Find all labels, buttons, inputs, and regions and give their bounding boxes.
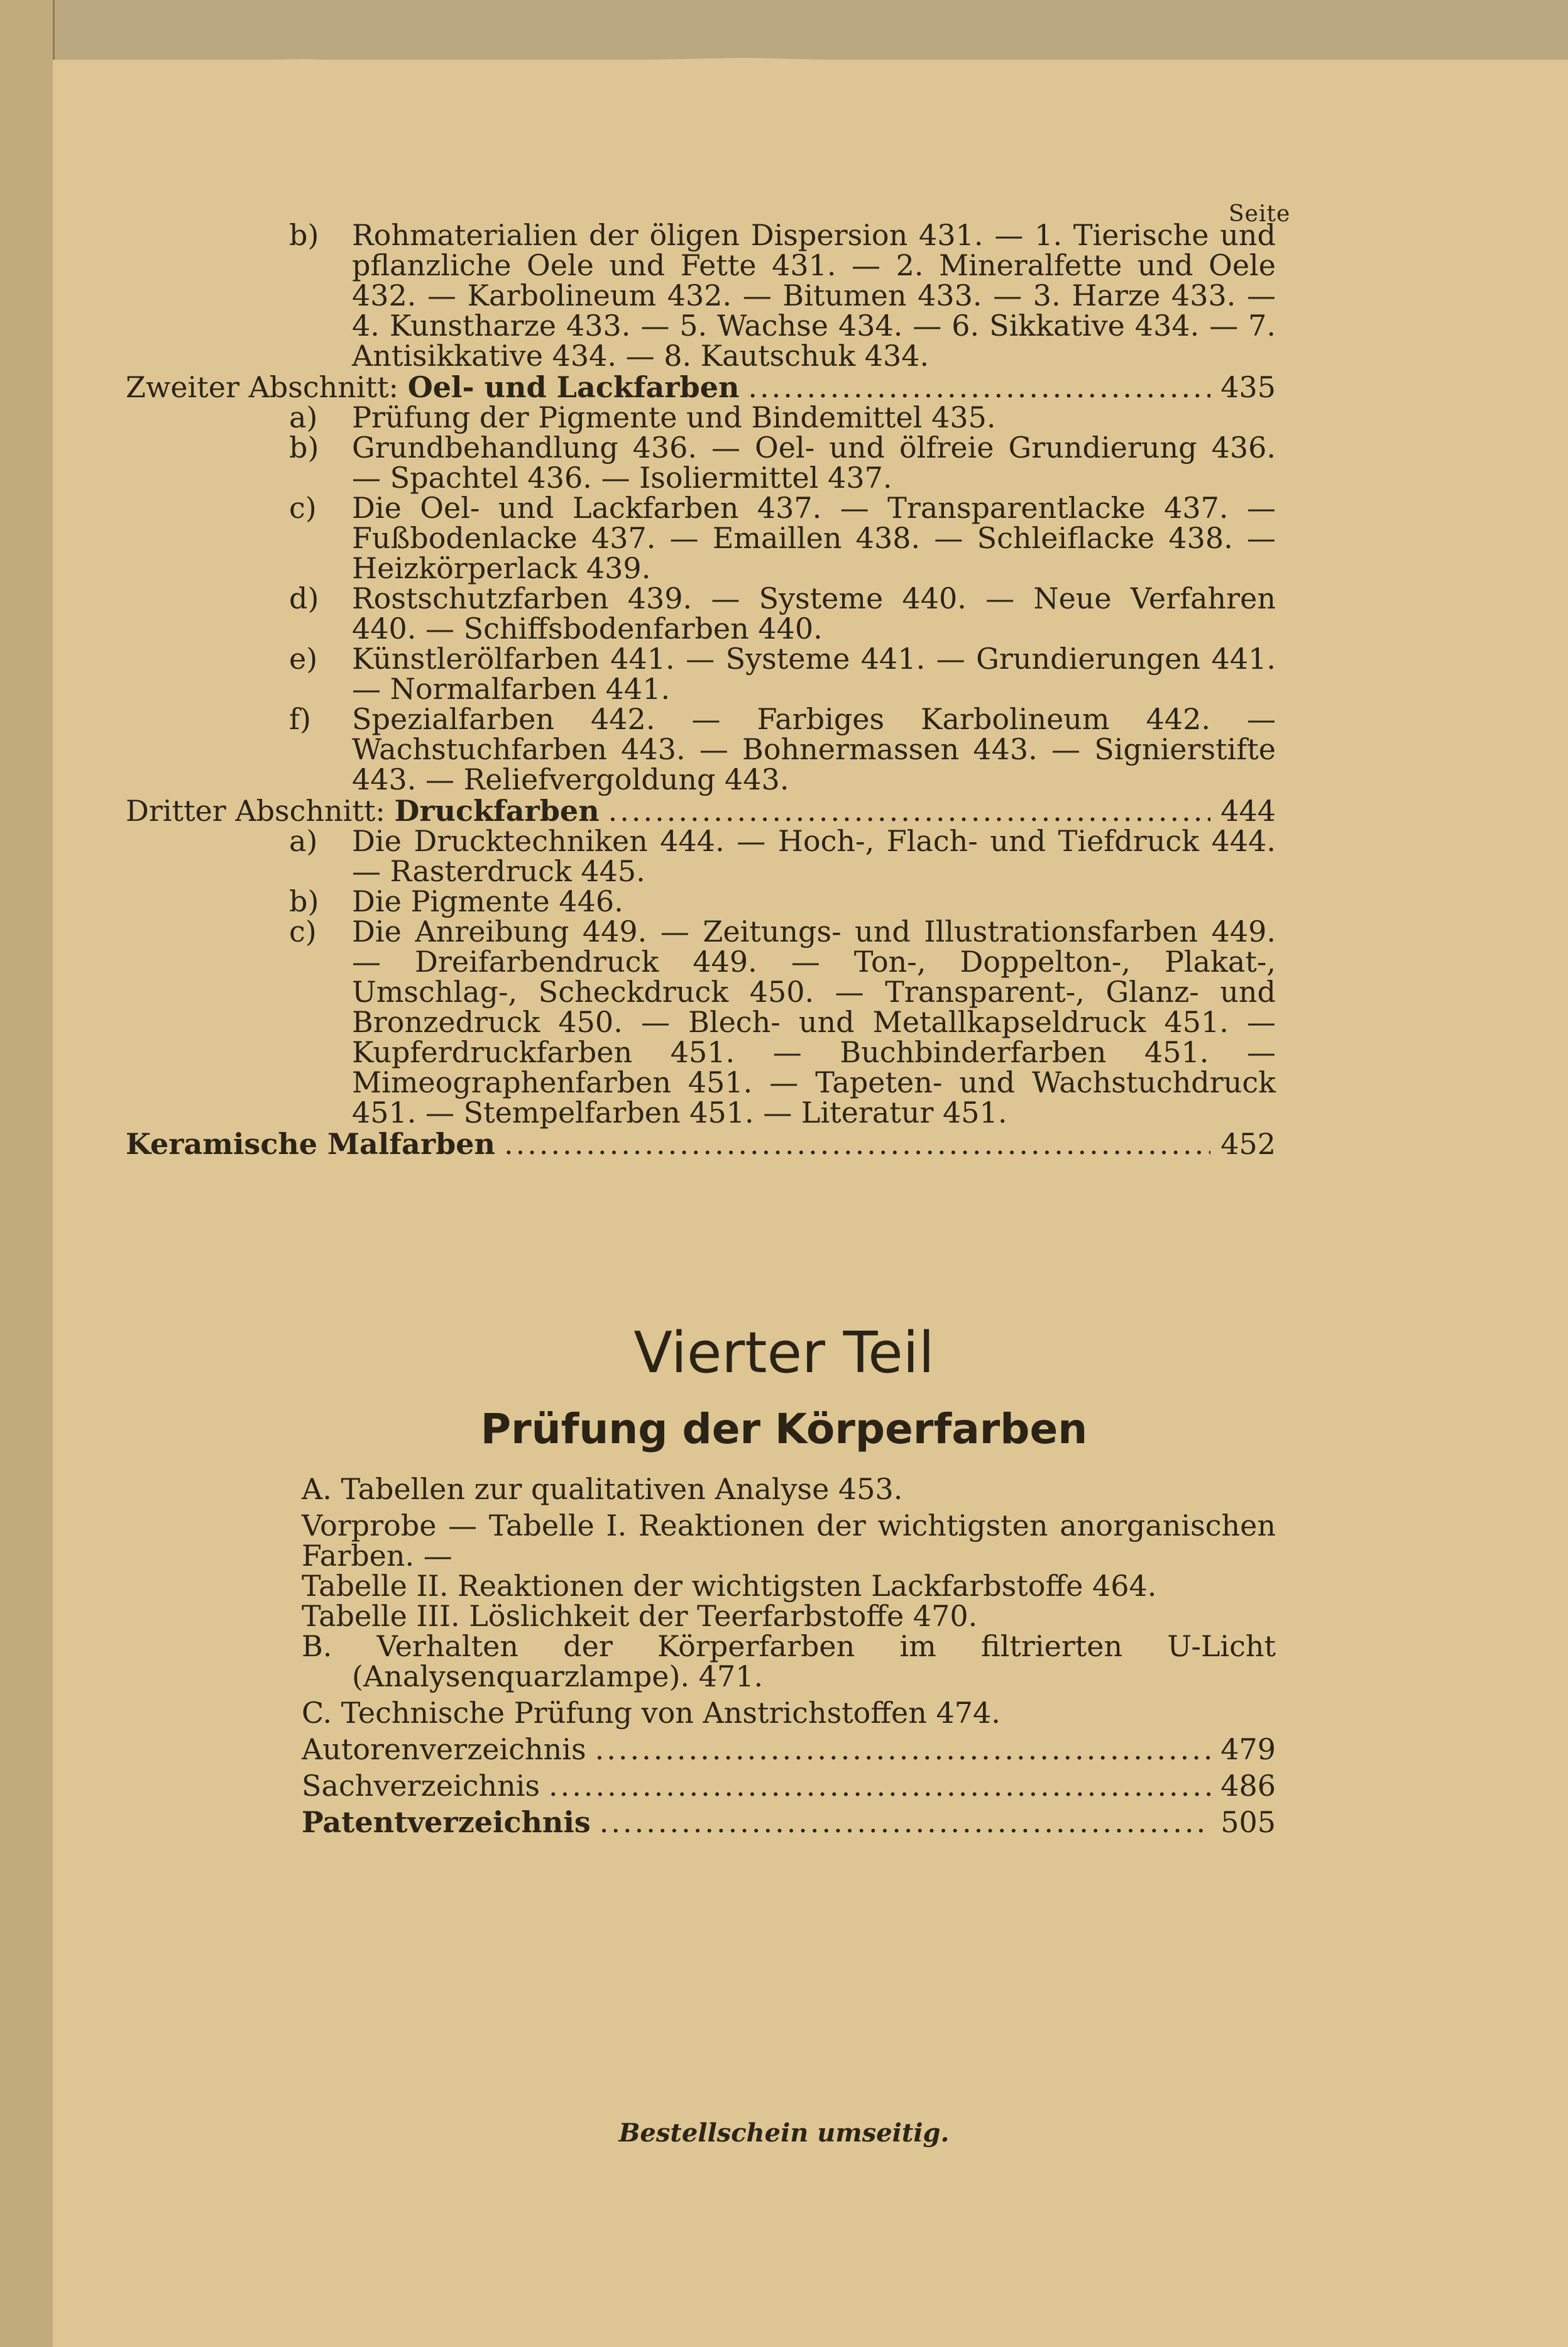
leader-dots bbox=[595, 1734, 1210, 1764]
toc-item: c) Die Oel- und Lackfarben 437. — Transparentlacke 437. — Fußbodenlacke 437. — Emaillen 438. — Schleiflacke 438. — Heizkörperlack 439. bbox=[289, 491, 1276, 585]
part-four-contents bbox=[302, 1474, 1276, 1837]
leader-dots bbox=[748, 372, 1210, 402]
index-entry: Patentverzeichnis ..... 505 bbox=[302, 1807, 1276, 1837]
toc-item: d) Rostschutzfarben 439. — Systeme 440. — Neue Verfahren 440. — Schiffsbodenfarben 440. bbox=[289, 581, 1276, 646]
toc-item: e) Künstlerölfarben 441. — Systeme 441. — Grundierungen 441. — Normalfarben 441. bbox=[289, 642, 1276, 706]
part-title: Vierter Teil bbox=[633, 1320, 935, 1386]
page-number: 505 bbox=[1220, 1805, 1276, 1839]
page-column-header: Seite bbox=[1229, 201, 1291, 227]
order-form-note: Bestellschein umseitig. bbox=[618, 2118, 950, 2148]
index-entry: Autorenverzeichnis ..... 479 bbox=[302, 1734, 1276, 1764]
section-heading-keramische: Keramische Malfarben ..... 452 bbox=[126, 1129, 1276, 1159]
toc-item: b) Die Pigmente 446. bbox=[289, 884, 623, 918]
leader-dots bbox=[608, 796, 1210, 826]
previous-page-edge bbox=[0, 0, 55, 2347]
page-number: 435 bbox=[1220, 370, 1276, 404]
table-of-contents bbox=[126, 218, 1276, 1161]
toc-item-rohmaterialien: b) Rohmaterialien der öligen Dispersion 431. — 1. Tierische und pflanzliche Oele und Fette 431. — 2. Mineralfette und Oele 432. — Karbolineum 432. — Bitumen 433. — 3. Harze 433. — 4. Kunstharze 433. — 5. Wachse 434. — 6. Sikkative 434. — 7. Antisikkative 434. — 8. Kautschuk 434. bbox=[289, 218, 1276, 373]
section-heading-dritter: Dritter Abschnitt: Druckfarben ..... 444 bbox=[126, 796, 1276, 826]
toc-item: a) Prüfung der Pigmente und Bindemittel 435. bbox=[289, 400, 996, 434]
toc-item: a) Die Drucktechniken 444. — Hoch-, Flach- und Tiefdruck 444. — Rasterdruck 445. bbox=[289, 824, 1276, 888]
leader-dots bbox=[504, 1129, 1210, 1159]
page-number: 486 bbox=[1220, 1769, 1276, 1803]
torn-top-edge bbox=[53, 44, 1568, 82]
leader-dots bbox=[600, 1807, 1210, 1837]
toc-item: B. Verhalten der Körperfarben im filtrierten U-Licht (Analysenquarzlampe). 471. bbox=[302, 1629, 1276, 1693]
toc-item: A. Tabellen zur qualitativen Analyse 453. bbox=[302, 1472, 903, 1506]
toc-item: Tabelle II. Reaktionen der wichtigsten Lackfarbstoffe 464. bbox=[302, 1569, 1157, 1603]
toc-item: c) Die Anreibung 449. — Zeitungs- und Illustrationsfarben 449. — Dreifarbendruck 449. — Ton-, Doppelton-, Plakat-, Umschlag-, Scheckdruck 450. — Transparent-, Glanz- und Bronzedruck 450. — Blech- und Metallkapseldruck 451. — Kupferdruckfarben 451. — Buchbinderfarben 451. — Mimeographenfarben 451. — Tapeten- und Wachstuchdruck 451. — Stempelfarben 451. — Literatur 451. bbox=[289, 915, 1276, 1130]
leader-dots bbox=[549, 1771, 1210, 1801]
toc-item: b) Grundbehandlung 436. — Oel- und ölfreie Grundierung 436. — Spachtel 436. — Isoliermittel 437. bbox=[289, 431, 1276, 495]
page-number: 479 bbox=[1220, 1732, 1276, 1766]
page-number: 452 bbox=[1220, 1127, 1276, 1161]
toc-item: Tabelle III. Löslichkeit der Teerfarbstoffe 470. bbox=[302, 1599, 978, 1633]
toc-item: Vorprobe — Tabelle I. Reaktionen der wichtigsten anorganischen Farben. — bbox=[302, 1509, 1276, 1573]
part-subtitle: Prüfung der Körperfarben bbox=[480, 1405, 1088, 1453]
page-number: 444 bbox=[1220, 794, 1276, 828]
toc-item: C. Technische Prüfung von Anstrichstoffen 474. bbox=[302, 1696, 1001, 1730]
section-heading-zweiter: Zweiter Abschnitt: Oel- und Lackfarben ..... 435 bbox=[126, 372, 1276, 402]
toc-item: f) Spezialfarben 442. — Farbiges Karbolineum 442. — Wachstuchfarben 443. — Bohnermassen 443. — Signierstifte 443. — Reliefvergoldung 443. bbox=[289, 702, 1276, 796]
index-entry: Sachverzeichnis ..... 486 bbox=[302, 1771, 1276, 1801]
